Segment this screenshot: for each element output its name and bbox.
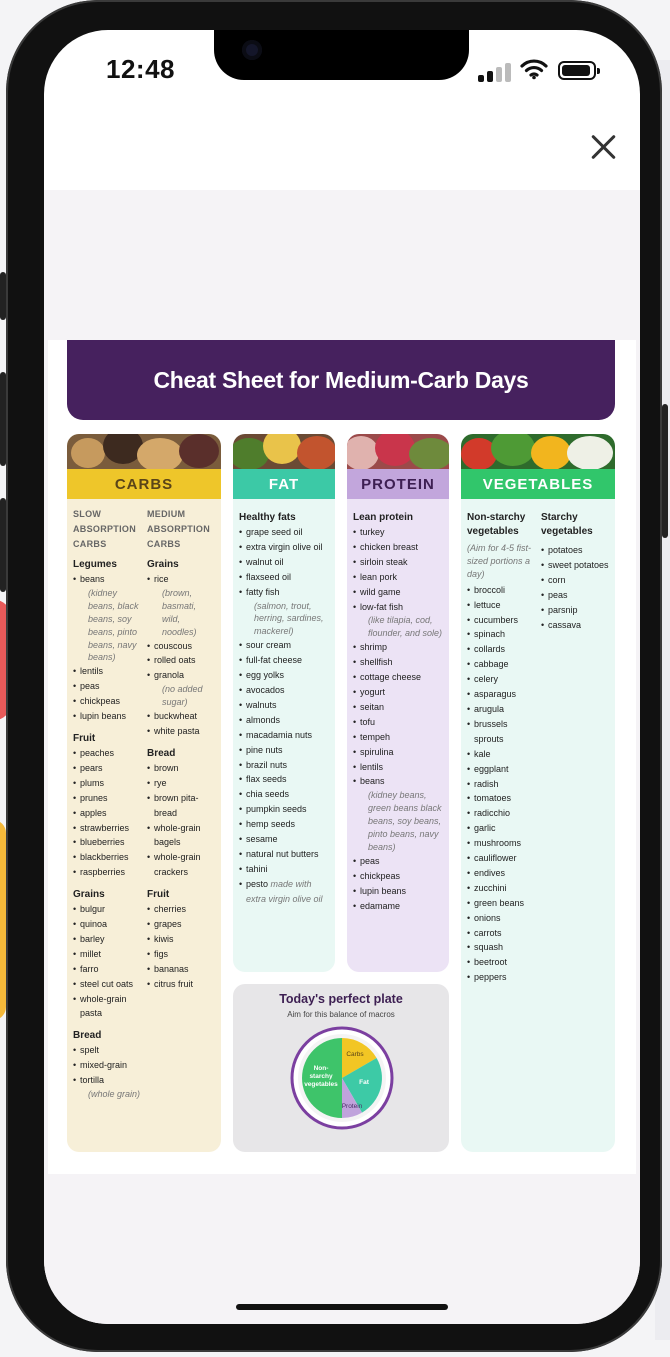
list-item: • beetroot: [467, 955, 535, 970]
cheat-sheet-image: [48, 340, 636, 1174]
phone-screen: [44, 30, 640, 1324]
plate-title: Today's perfect plate: [279, 992, 403, 1006]
list-item: • spirulina: [353, 745, 443, 760]
list-item: • eggplant: [467, 762, 535, 777]
plate-subtitle: Aim for this balance of macros: [287, 1010, 395, 1019]
legumes-list: [73, 572, 141, 724]
list-item: • broccoli: [467, 583, 535, 598]
list-item: • squash: [467, 940, 535, 955]
list-item: • lean pork: [353, 570, 443, 585]
list-item: • beans (kidney beans, green beans black beans, soy beans, pinto beans, navy beans): [353, 774, 443, 853]
list-item: • citrus fruit: [147, 977, 215, 992]
list-item: • mushrooms: [467, 836, 535, 851]
list-item: • lettuce: [467, 598, 535, 613]
list-item: • chia seeds: [239, 787, 329, 802]
close-button[interactable]: [586, 130, 620, 164]
list-item: • shrimp: [353, 640, 443, 655]
list-item: • walnuts: [239, 698, 329, 713]
plate-label-nonstarchy: Non-starchy vegetables: [304, 1065, 338, 1088]
nonstarchy-column: [467, 507, 535, 985]
list-item: • whole-grain crackers: [147, 850, 215, 880]
vegetables-body: [461, 499, 615, 993]
list-item: • seitan: [353, 700, 443, 715]
protein-column: [347, 434, 449, 972]
list-item: • peas: [353, 854, 443, 869]
protein-photo: [347, 434, 449, 469]
sheet-title: Cheat Sheet for Medium-Carb Days: [67, 340, 615, 420]
list-item: • wild game: [353, 585, 443, 600]
list-item: • brussels sprouts: [467, 717, 535, 747]
list-item: • tofu: [353, 715, 443, 730]
list-item: • sweet potatoes: [541, 558, 609, 573]
list-item: • kiwis: [147, 932, 215, 947]
fruit-medium-list: [147, 902, 215, 991]
mute-switch: [0, 272, 6, 320]
nonstarchy-note: (Aim for 4-5 fist-sized portions a day): [467, 543, 532, 579]
list-item: • lupin beans: [73, 709, 141, 724]
list-item: • blueberries: [73, 835, 141, 850]
list-item: • brazil nuts: [239, 758, 329, 773]
list-item: • flax seeds: [239, 772, 329, 787]
list-item: • endives: [467, 866, 535, 881]
list-item: • chicken breast: [353, 540, 443, 555]
list-item: • onions: [467, 911, 535, 926]
vegetables-header: VEGETABLES: [461, 469, 615, 499]
plate-diagram: [290, 1026, 394, 1130]
list-item: • figs: [147, 947, 215, 962]
list-item: • farro: [73, 962, 141, 977]
protein-list: [353, 525, 443, 913]
list-item: • cauliflower: [467, 851, 535, 866]
list-item: • white pasta: [147, 724, 215, 739]
fat-list: [239, 525, 329, 907]
fat-photo: [233, 434, 335, 469]
volume-down-button: [0, 498, 6, 592]
list-item: • kale: [467, 747, 535, 762]
phone-frame: [6, 0, 662, 1352]
list-item: • lentils: [353, 760, 443, 775]
list-item: • rolled oats: [147, 653, 215, 668]
grains-slow-list: [73, 902, 141, 1021]
list-item: • corn: [541, 573, 609, 588]
list-item: • rye: [147, 776, 215, 791]
list-item: • chickpeas: [73, 694, 141, 709]
healthy-fats-title: Healthy fats: [239, 512, 296, 523]
list-item: • green beans: [467, 896, 535, 911]
list-item: • extra virgin olive oil: [239, 540, 329, 555]
list-item: • whole-grain pasta: [73, 992, 141, 1022]
list-item: • strawberries: [73, 821, 141, 836]
list-item: • peaches: [73, 746, 141, 761]
list-item: • zucchini: [467, 881, 535, 896]
starchy-list: [541, 543, 609, 632]
list-item: • avocados: [239, 683, 329, 698]
list-item: • couscous: [147, 639, 215, 654]
list-item: • granola (no added sugar): [147, 668, 215, 709]
clock: 12:48: [106, 54, 175, 84]
slow-carbs-column: [73, 507, 141, 1101]
list-item: • hemp seeds: [239, 817, 329, 832]
list-item: • carrots: [467, 926, 535, 941]
list-item: • brown pita-bread: [147, 791, 215, 821]
list-item: • shellfish: [353, 655, 443, 670]
list-item: • peppers: [467, 970, 535, 985]
list-item: • cucumbers: [467, 613, 535, 628]
fat-body: [233, 499, 335, 915]
bread-medium-list: [147, 761, 215, 880]
list-item: • apples: [73, 806, 141, 821]
list-item: • natural nut butters: [239, 847, 329, 862]
list-item: • yogurt: [353, 685, 443, 700]
list-item: • mixed-grain: [73, 1058, 141, 1073]
carbs-header: CARBS: [67, 469, 221, 499]
list-item: • potatoes: [541, 543, 609, 558]
list-item: • garlic: [467, 821, 535, 836]
list-item: • blackberries: [73, 850, 141, 865]
camera-icon: [242, 40, 262, 60]
list-item: • quinoa: [73, 917, 141, 932]
list-item: • full-fat cheese: [239, 653, 329, 668]
fat-header: FAT: [233, 469, 335, 499]
list-item: • pumpkin seeds: [239, 802, 329, 817]
list-item: • rice (brown, basmati, wild, noodles): [147, 572, 215, 639]
list-item: • lupin beans: [353, 884, 443, 899]
list-item: • flaxseed oil: [239, 570, 329, 585]
list-item: • radish: [467, 777, 535, 792]
medium-caption: MEDIUM ABSORPTION CARBS: [147, 509, 211, 549]
protein-body: [347, 499, 449, 921]
grains-medium-list: [147, 572, 215, 739]
list-item: • millet: [73, 947, 141, 962]
list-item: • turkey: [353, 525, 443, 540]
plate-label-fat: Fat: [359, 1079, 369, 1086]
perfect-plate-card: [233, 984, 449, 1152]
fruit-slow-list: [73, 746, 141, 880]
nonstarchy-title: Non-starchy vegetables: [467, 512, 526, 537]
list-item: • celery: [467, 672, 535, 687]
list-item: • pesto made with extra virgin olive oil: [239, 877, 329, 907]
list-item: • bulgur: [73, 902, 141, 917]
list-item: • prunes: [73, 791, 141, 806]
bread-slow-title: Bread: [73, 1030, 102, 1042]
list-item: • sour cream: [239, 638, 329, 653]
grains-slow-title: Grains: [73, 889, 105, 901]
legumes-title: Legumes: [73, 559, 117, 570]
list-item: • cabbage: [467, 657, 535, 672]
signal-icon: [478, 62, 512, 82]
list-item: • tahini: [239, 862, 329, 877]
wifi-icon: [520, 58, 548, 80]
list-item: • almonds: [239, 713, 329, 728]
vegetables-column: [461, 434, 615, 1152]
list-item: • egg yolks: [239, 668, 329, 683]
list-item: • arugula: [467, 702, 535, 717]
starchy-title: Starchy vegetables: [541, 512, 593, 537]
lean-protein-title: Lean protein: [353, 512, 414, 523]
carbs-photo: [67, 434, 221, 469]
carbs-column: [67, 434, 221, 1152]
list-item: • edamame: [353, 899, 443, 914]
list-item: • grapes: [147, 917, 215, 932]
home-indicator[interactable]: [236, 1304, 448, 1310]
list-item: • whole-grain bagels: [147, 821, 215, 851]
list-item: • macadamia nuts: [239, 728, 329, 743]
fruit-slow-title: Fruit: [73, 732, 96, 744]
fat-column: [233, 434, 335, 972]
plate-label-carbs: Carbs: [346, 1051, 364, 1058]
bread-medium-title: Bread: [147, 747, 176, 759]
list-item: • radicchio: [467, 806, 535, 821]
list-item: • low-fat fish (like tilapia, cod, flounder, and sole): [353, 600, 443, 641]
slow-caption: SLOW ABSORPTION CARBS: [73, 509, 137, 549]
list-item: • pears: [73, 761, 141, 776]
fruit-medium-title: Fruit: [147, 889, 170, 901]
power-button: [662, 404, 668, 538]
list-item: • walnut oil: [239, 555, 329, 570]
list-item: • tomatoes: [467, 791, 535, 806]
carbs-body: [67, 499, 221, 1109]
list-item: • cassava: [541, 618, 609, 633]
protein-header: PROTEIN: [347, 469, 449, 499]
list-item: • buckwheat: [147, 709, 215, 724]
list-item: • chickpeas: [353, 869, 443, 884]
list-item: • parsnip: [541, 603, 609, 618]
medium-carbs-column: [147, 507, 215, 1101]
list-item: • lentils: [73, 664, 141, 679]
list-item: • pine nuts: [239, 743, 329, 758]
vegetables-photo: [461, 434, 615, 469]
list-item: • collards: [467, 642, 535, 657]
list-item: • sesame: [239, 832, 329, 847]
grains-medium-title: Grains: [147, 559, 179, 570]
list-item: • sirloin steak: [353, 555, 443, 570]
list-item: • asparagus: [467, 687, 535, 702]
list-item: • cottage cheese: [353, 670, 443, 685]
list-item: • tempeh: [353, 730, 443, 745]
plate-label-protein: Protein: [341, 1103, 363, 1110]
list-item: • grape seed oil: [239, 525, 329, 540]
list-item: • peas: [73, 679, 141, 694]
list-item: • fatty fish (salmon, trout, herring, sardines, mackerel): [239, 585, 329, 639]
starchy-column: [541, 507, 609, 985]
list-item: • barley: [73, 932, 141, 947]
nonstarchy-list: [467, 583, 535, 985]
list-item: • bananas: [147, 962, 215, 977]
list-item: • brown: [147, 761, 215, 776]
bread-slow-list: [73, 1043, 141, 1101]
list-item: • tortilla (whole grain): [73, 1073, 141, 1101]
list-item: • raspberries: [73, 865, 141, 880]
list-item: • plums: [73, 776, 141, 791]
list-item: • spelt: [73, 1043, 141, 1058]
battery-icon: [558, 61, 596, 80]
notch: [214, 30, 469, 80]
volume-up-button: [0, 372, 6, 466]
list-item: • peas: [541, 588, 609, 603]
list-item: • beans (kidney beans, black beans, soy beans, pinto beans, navy beans): [73, 572, 141, 664]
list-item: • steel cut oats: [73, 977, 141, 992]
list-item: • cherries: [147, 902, 215, 917]
list-item: • spinach: [467, 627, 535, 642]
